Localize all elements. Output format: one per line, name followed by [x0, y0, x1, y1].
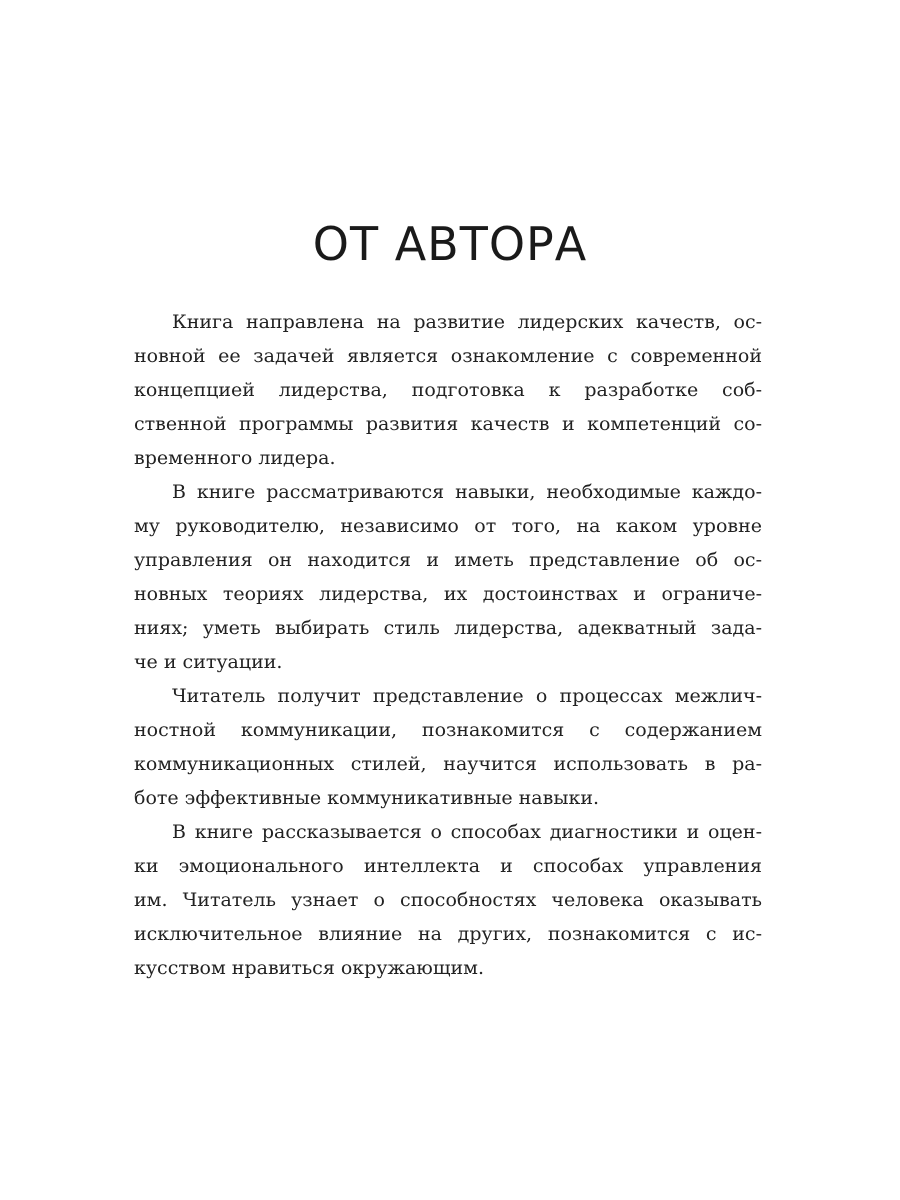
text-line: новных теориях лидерства, их достоинствах и ограниче-: [134, 583, 762, 605]
text-line: концепцией лидерства, подготовка к разработке соб-: [134, 379, 762, 401]
text-line: му руководителю, независимо от того, на каком уровне: [134, 515, 762, 537]
paragraph: [134, 305, 762, 475]
text-line: им. Читатель узнает о способностях человека оказывать: [134, 889, 762, 911]
text-line: ки эмоционального интеллекта и способах управления: [134, 855, 762, 877]
text-line: исключительное влияние на других, познакомится с ис-: [134, 923, 762, 945]
body-text: [134, 305, 762, 985]
text-line: управления он находится и иметь представление об ос-: [134, 549, 762, 571]
text-line: В книге рассматриваются навыки, необходимые каждо-: [172, 481, 762, 503]
text-line: ственной программы развития качеств и компетенций со-: [134, 413, 762, 435]
text-line: новной ее задачей является ознакомление с современной: [134, 345, 762, 367]
text-line: Читатель получит представление о процессах межлич-: [172, 685, 762, 707]
paragraph: [134, 679, 762, 815]
text-line: Книга направлена на развитие лидерских качеств, ос-: [172, 311, 762, 333]
text-line: ностной коммуникации, познакомится с содержанием: [134, 719, 762, 741]
text-line: че и ситуации.: [134, 651, 283, 673]
text-line: В книге рассказывается о способах диагностики и оцен-: [172, 821, 762, 843]
text-line: боте эффективные коммуникативные навыки.: [134, 787, 600, 809]
text-line: кусством нравиться окружающим.: [134, 957, 484, 979]
text-line: коммуникационных стилей, научится использовать в ра-: [134, 753, 762, 775]
text-line: временного лидера.: [134, 447, 336, 469]
paragraph: [134, 475, 762, 679]
text-line: ниях; уметь выбирать стиль лидерства, адекватный зада-: [134, 617, 762, 639]
paragraph: [134, 815, 762, 985]
page-title: ОТ АВТОРА: [312, 217, 588, 271]
